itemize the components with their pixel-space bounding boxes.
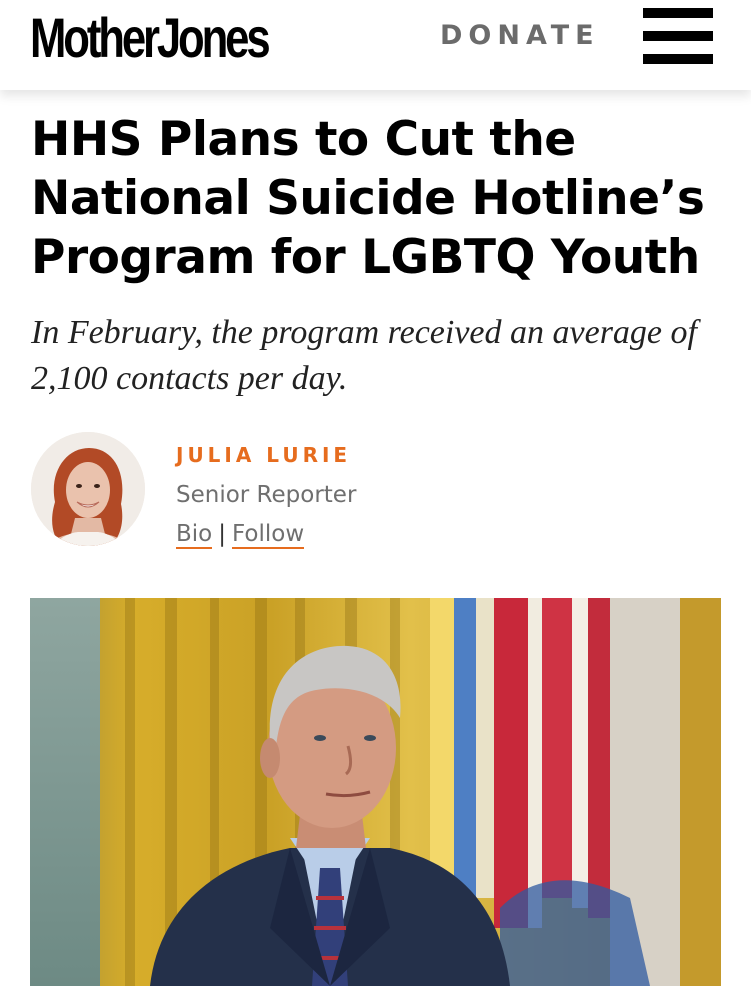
headline-line: HHS Plans to Cut the bbox=[31, 112, 576, 167]
donate-button[interactable]: DONATE bbox=[440, 20, 600, 51]
author-avatar[interactable] bbox=[31, 432, 145, 546]
author-name[interactable]: JULIA LURIE bbox=[176, 443, 352, 467]
article-headline bbox=[31, 110, 731, 287]
author-follow-link[interactable]: Follow bbox=[232, 521, 305, 547]
author-bio-link[interactable]: Bio bbox=[176, 521, 213, 547]
menu-bar-middle bbox=[643, 31, 713, 41]
site-header bbox=[0, 0, 751, 90]
headline-line: Program for LGBTQ Youth bbox=[31, 230, 700, 285]
headline-line: National Suicide Hotline’s bbox=[31, 171, 705, 226]
dek-line: 2,100 contacts per day. bbox=[31, 360, 348, 397]
author-role: Senior Reporter bbox=[176, 482, 357, 508]
author-links bbox=[176, 519, 304, 549]
lead-photo bbox=[30, 598, 721, 986]
menu-bar-top bbox=[643, 8, 713, 18]
link-separator: | bbox=[218, 521, 226, 547]
mother-jones-logo[interactable]: MotherJones bbox=[30, 6, 268, 69]
menu-bar-bottom bbox=[643, 54, 713, 64]
dek-line: In February, the program received an average of bbox=[31, 314, 697, 351]
hamburger-menu-icon[interactable] bbox=[643, 6, 713, 66]
article-dek bbox=[31, 310, 731, 402]
author-portrait bbox=[31, 432, 145, 546]
lead-photo-illustration bbox=[30, 598, 721, 986]
